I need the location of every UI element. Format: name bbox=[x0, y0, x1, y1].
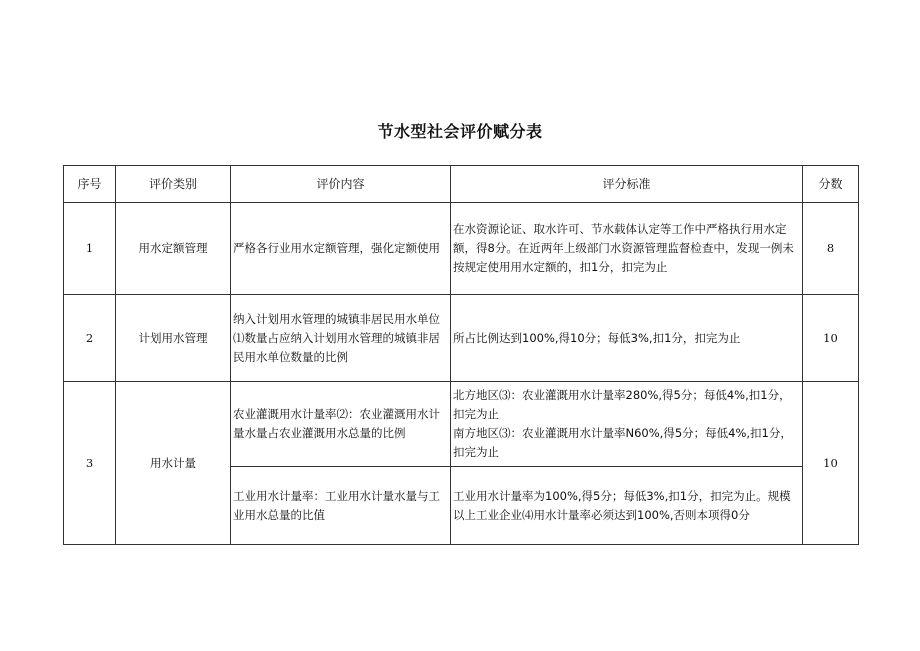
header-category: 评价类别 bbox=[116, 166, 231, 203]
header-score: 分数 bbox=[803, 166, 859, 203]
table-row bbox=[64, 295, 859, 382]
page-title: 节水型社会评价赋分表 bbox=[377, 122, 543, 141]
row-score: 10 bbox=[803, 295, 859, 382]
row-criteria: 在水资源论证、取水许可、节水载体认定等工作中严格执行用水定额，得8分。在近两年上级部门水资源管理监督检查中，发现一例未按规定使用用水定额的，扣1分，扣完为止 bbox=[451, 203, 803, 295]
row-criteria: 所占比例达到100%,得10分；每低3%,扣1分，扣完为止 bbox=[451, 295, 803, 382]
row-score: 10 bbox=[803, 382, 859, 545]
row-no: 2 bbox=[64, 295, 116, 382]
row-category: 用水定额管理 bbox=[116, 203, 231, 295]
row-content: 工业用水计量率：工业用水计量水量与工业用水总量的比值 bbox=[231, 467, 451, 545]
row-category: 用水计量 bbox=[116, 382, 231, 545]
criteria-north: 北方地区⑶：农业灌溉用水计量率280%,得5分；每低4%,扣1分，扣完为止 bbox=[453, 388, 791, 421]
header-row bbox=[64, 166, 859, 203]
row-content: 农业灌溉用水计量率⑵：农业灌溉用水计量水量占农业灌溉用水总量的比例 bbox=[231, 382, 451, 467]
row-criteria bbox=[451, 382, 803, 467]
criteria-south: 南方地区⑶：农业灌溉用水计量率N60%,得5分；每低4%,扣1分，扣完为止 bbox=[453, 426, 792, 459]
evaluation-table bbox=[63, 165, 859, 545]
table-row bbox=[64, 203, 859, 295]
header-content: 评价内容 bbox=[231, 166, 451, 203]
table-row bbox=[64, 382, 859, 467]
row-content: 严格各行业用水定额管理，强化定额使用 bbox=[231, 203, 451, 295]
row-no: 1 bbox=[64, 203, 116, 295]
header-criteria: 评分标准 bbox=[451, 166, 803, 203]
row-no: 3 bbox=[64, 382, 116, 545]
row-score: 8 bbox=[803, 203, 859, 295]
header-no: 序号 bbox=[64, 166, 116, 203]
row-category: 计划用水管理 bbox=[116, 295, 231, 382]
row-criteria: 工业用水计量率为100%,得5分；每低3%,扣1分，扣完为止。规模以上工业企业⑷用水计量率必须达到100%,否则本项得0分 bbox=[451, 467, 803, 545]
row-content: 纳入计划用水管理的城镇非居民用水单位⑴数量占应纳入计划用水管理的城镇非居民用水单位数量的比例 bbox=[231, 295, 451, 382]
